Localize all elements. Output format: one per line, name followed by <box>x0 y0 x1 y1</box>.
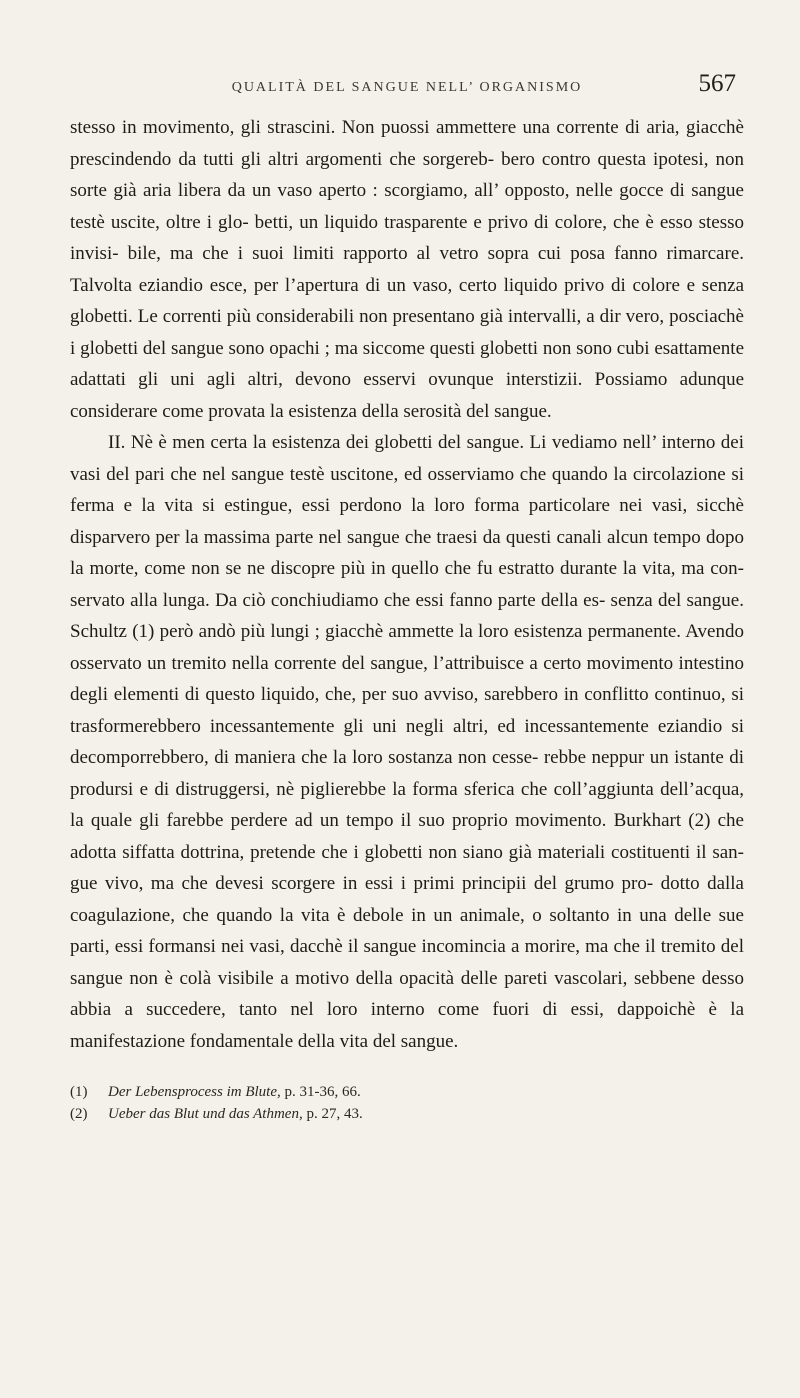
footnote-2-rest: p. 27, 43. <box>302 1106 363 1122</box>
footnote-1-rest: p. 31-36, 66. <box>280 1084 361 1100</box>
footnote-1-title: Der Lebensprocess im Blute, <box>108 1084 281 1100</box>
paragraph-1: stesso in movimento, gli strascini. Non puossi ammettere una corrente di aria, giacchè prescindendo da tutti gli altri argomenti che sorgereb- bero contro questa ipotesi, non sorte già aria libera da un vaso aperto : scorgiamo, all’ opposto, nelle gocce di sangue testè uscite, oltre i glo- betti, un liquido trasparente e privo di colore, che è esso stesso invisi- bile, ma che i suoi limiti rapporto al vetro sopra cui posa fanno rimarcare. Talvolta eziandio esce, per l’apertura di un vaso, certo liquido privo di colore e senza globetti. Le correnti più considerabili non presentano già intervalli, a dir vero, posciachè i globetti del sangue sono opachi ; ma siccome questi globetti non sono cubi esattamente adattati gli uni agli altri, devono esservi ovunque interstizii. Possiamo adunque considerare come provata la esistenza della serosità del sangue. <box>70 117 744 422</box>
body-text <box>70 112 744 1057</box>
footnotes <box>70 1081 744 1125</box>
footnote-2 <box>70 1103 744 1125</box>
paragraph-2: II. Nè è men certa la esistenza dei globetti del sangue. Li vediamo nell’ interno dei vasi del pari che nel sangue testè uscitone, ed osserviamo che quando la circolazione si ferma e la vita si estingue, essi perdono la loro forma particolare nei vasi, sicchè disparvero per la massima parte nel sangue che traesi da questi canali alcun tempo dopo la morte, come non se ne discopre più in quello che fu estratto durante la vita, ma con- servato alla lunga. Da ciò conchiudiamo che essi fanno parte della es- senza del sangue. Schultz (1) però andò più lungi ; giacchè ammette la loro esistenza permanente. Avendo osservato un tremito nella corrente del sangue, l’attribuisce a certo movimento intestino degli elementi di questo liquido, che, per suo avviso, sarebbero in conflitto continuo, si trasformerebbero incessantemente gli uni negli altri, ed incessantemente eziandio si decomporrebbero, di maniera che la loro sostanza non cesse- rebbe neppur un istante di prodursi e di distruggersi, nè piglierebbe la forma sferica che coll’aggiunta dell’acqua, la quale gli farebbe perdere ad un tempo il suo proprio movimento. Burkhart (2) che adotta siffatta dottrina, pretende che i globetti non siano già materiali costituenti il san- gue vivo, ma che devesi scorgere in essi i primi principii del grumo pro- dotto dalla coagulazione, che quando la vita è debole in un animale, o soltanto in una delle sue parti, essi formansi nei vasi, dacchè il sangue incomincia a morire, ma che il tremito del sangue non è colà visibile a motivo della opacità delle pareti vascolari, sebbene desso abbia a succedere, tanto nel loro interno come fuori di essi, dappoichè è la manifestazione fondamentale della vita del sangue. <box>70 432 744 1052</box>
running-title: QUALITÀ DEL SANGUE NELL’ ORGANISMO <box>231 80 583 95</box>
footnote-2-mark: (2) <box>70 1106 88 1122</box>
running-head <box>70 70 744 104</box>
page-number: 567 <box>698 70 736 97</box>
footnote-2-title: Ueber das Blut und das Athmen, <box>108 1106 303 1122</box>
footnote-1-mark: (1) <box>70 1084 88 1100</box>
footnote-1 <box>70 1081 744 1103</box>
